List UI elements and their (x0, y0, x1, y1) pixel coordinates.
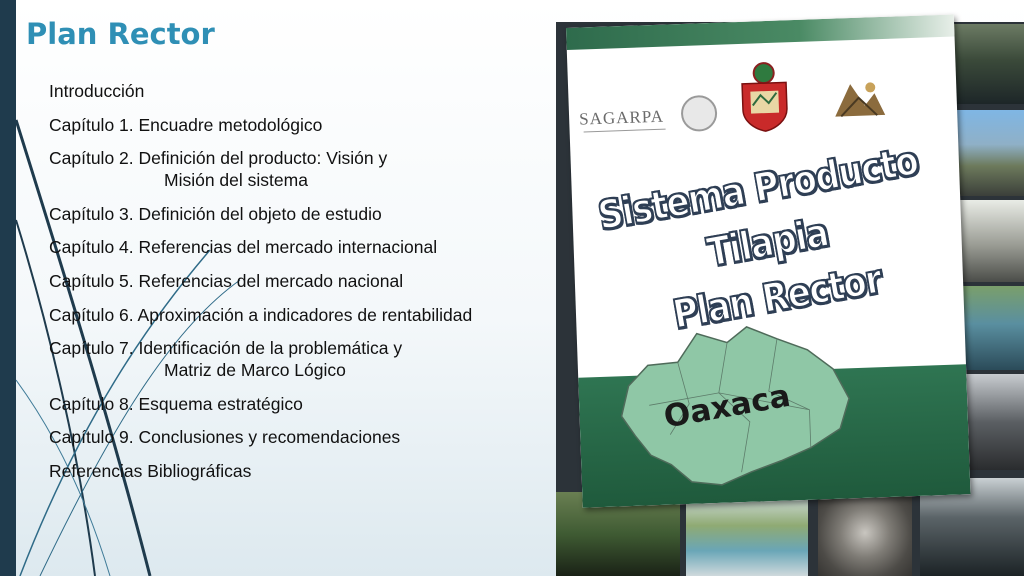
toc-item (49, 114, 549, 136)
toc-item-label: Capítulo 4. Referencias del mercado internacional (49, 237, 438, 258)
sagarpa-logo-underline (584, 129, 666, 147)
toc-item-label: Capítulo 3. Definición del objeto de estudio (49, 203, 382, 224)
cover-top-band (566, 14, 955, 50)
state-label: Oaxaca (661, 377, 793, 436)
photo-farm-ponds (686, 492, 808, 576)
association-caption (825, 121, 895, 123)
photo-tank-structure (960, 374, 1024, 470)
toc-item-continuation: Matriz de Marco Lógico (164, 360, 346, 381)
toc-item (49, 460, 549, 482)
toc-item (49, 270, 549, 292)
toc-item-label: Introducción (49, 81, 145, 101)
toc-item (49, 147, 549, 191)
toc-item-label: Referencias Bibliográficas (49, 460, 252, 481)
toc-item (49, 426, 549, 448)
toc-item-label: Capítulo 8. Esquema estratégico (49, 393, 303, 414)
table-of-contents (49, 80, 549, 494)
sagarpa-logo: SAGARPA (578, 106, 665, 129)
cover-title-line1: Sistema Producto Tilapia (594, 138, 922, 277)
toc-item (49, 80, 549, 102)
toc-item (49, 337, 549, 381)
slide-title: Plan Rector (26, 17, 215, 51)
oaxaca-shield-icon (735, 60, 793, 134)
toc-item (49, 236, 549, 258)
mexico-seal-icon (680, 95, 717, 132)
document-cover (566, 14, 971, 507)
toc-item (49, 304, 549, 326)
toc-item-label: Capítulo 2. Definición del producto: Visión y (49, 148, 388, 169)
toc-item-label: Capítulo 5. Referencias del mercado nacional (49, 270, 404, 291)
toc-item (49, 203, 549, 225)
toc-item (49, 393, 549, 415)
toc-item-label: Capítulo 6. Aproximación a indicadores de rentabilidad (49, 304, 473, 325)
toc-item-continuation: Misión del sistema (164, 170, 308, 191)
toc-item-label: Capítulo 7. Identificación de la problemática y (49, 338, 403, 359)
cover-title-line2: Plan Rector (669, 256, 885, 339)
association-logo-icon (830, 75, 888, 121)
toc-item-label: Capítulo 9. Conclusiones y recomendaciones (49, 427, 401, 448)
toc-item-label: Capítulo 1. Encuadre metodológico (49, 114, 323, 135)
